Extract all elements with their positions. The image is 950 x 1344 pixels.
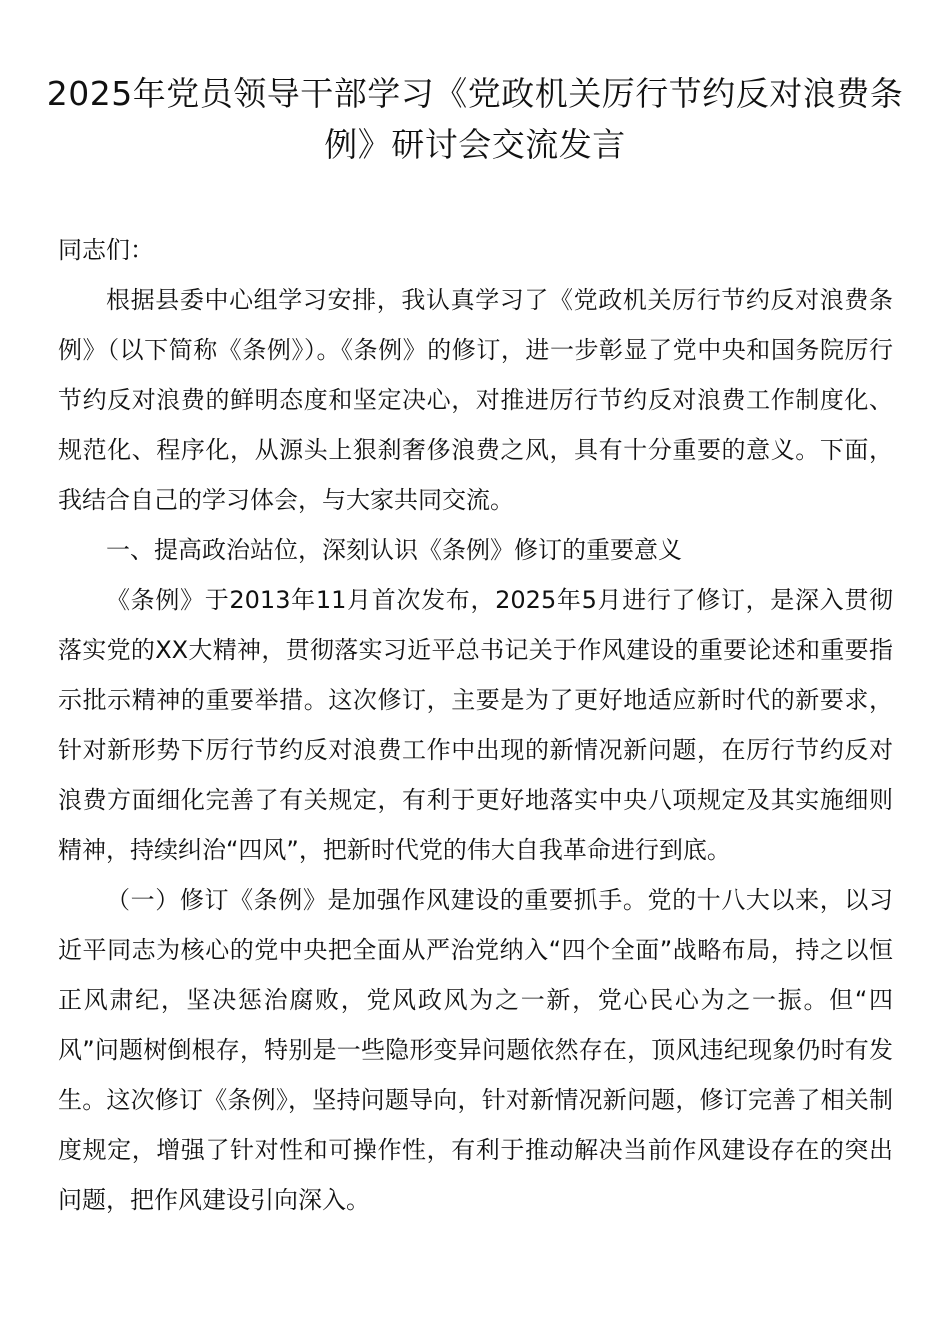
- section-heading-1: 一、提高政治站位，深刻认识《条例》修订的重要意义: [106, 536, 682, 564]
- paragraph-subsection-1: （一）修订《条例》是加强作风建设的重要抓手。党的十八大以来，以习近平同志为核心的党中央把全面从严治党纳入“四个全面”战略布局，持之以恒正风肃纪，坚决惩治腐败，党风政风为之一新，党心民心为之一振。但“四风”问题树倒根存，特别是一些隐形变异问题依然存在，顶风违纪现象仍时有发生。这次修订《条例》，坚持问题导向，针对新情况新问题，修订完善了相关制度规定，增强了针对性和可操作性，有利于推动解决当前作风建设存在的突出问题，把作风建设引向深入。: [58, 886, 893, 1214]
- paragraph-intro: 根据县委中心组学习安排，我认真学习了《党政机关厉行节约反对浪费条例》（以下简称《条例》）。《条例》的修订，进一步彰显了党中央和国务院厉行节约反对浪费的鲜明态度和坚定决心，对推进厉行节约反对浪费工作制度化、规范化、程序化，从源头上狠刹奢侈浪费之风，具有十分重要的意义。下面，我结合自己的学习体会，与大家共同交流。: [58, 286, 893, 514]
- paragraph-background: 《条例》于2013年11月首次发布，2025年5月进行了修订，是深入贯彻落实党的XX大精神，贯彻落实习近平总书记关于作风建设的重要论述和重要指示批示精神的重要举措。这次修订，主要是为了更好地适应新时代的新要求，针对新形势下厉行节约反对浪费工作中出现的新情况新问题，在厉行节约反对浪费方面细化完善了有关规定，有利于更好地落实中央八项规定及其实施细则精神，持续纠治“四风”，把新时代党的伟大自我革命进行到底。: [58, 586, 893, 864]
- document-body: [58, 225, 893, 1225]
- salutation: 同志们：: [58, 236, 154, 264]
- document-title: 2025年党员领导干部学习《党政机关厉行节约反对浪费条例》研讨会交流发言: [46, 74, 904, 164]
